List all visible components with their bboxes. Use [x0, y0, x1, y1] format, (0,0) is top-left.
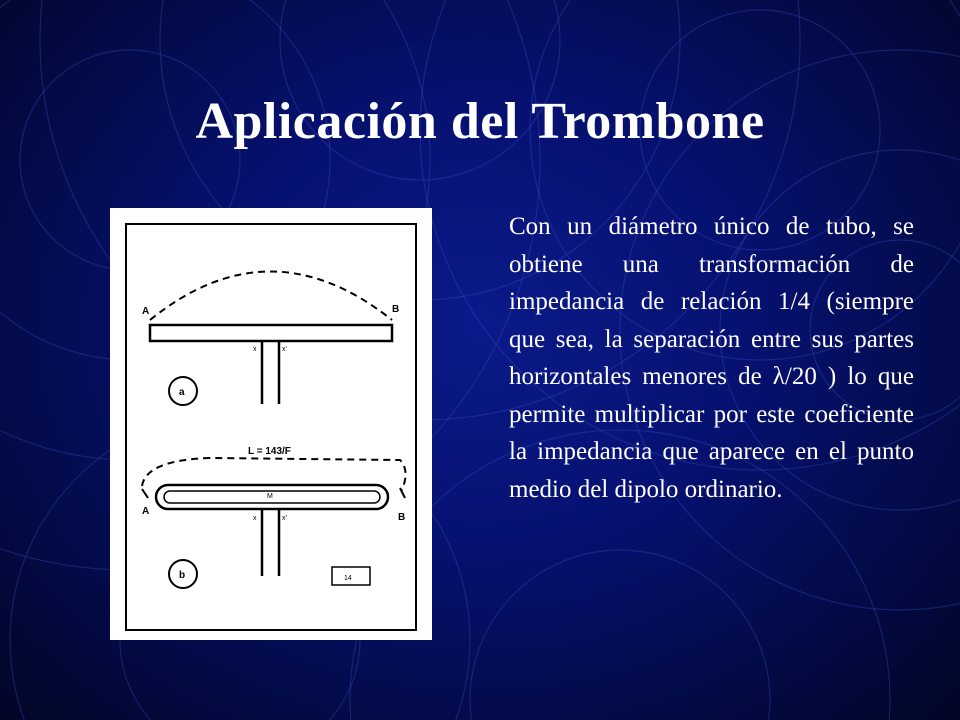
label-mid: M: [267, 493, 273, 500]
label-a-right: B: [392, 304, 400, 315]
b-right-marker: [400, 488, 405, 498]
dipole-a: [150, 325, 392, 341]
label-x2-left: x: [253, 515, 257, 522]
slide-title: Aplicación del Trombone: [195, 93, 765, 150]
label-b-left: A: [142, 506, 150, 517]
label-circle-a: a: [179, 387, 185, 398]
slide-body-text: Con un diámetro único de tubo, se obtiene una transformación de impedancia de relación 1/4 (siempre que sea, la separación entre sus partes horizontales menores de λ/20 ) lo que permite multiplicar por este coeficiente la impedancia que aparece en el punto medio del dipolo ordinario.: [509, 213, 914, 503]
label-x-left: x: [253, 346, 257, 353]
b-left-marker: [142, 489, 148, 498]
current-arc-a: [150, 272, 392, 321]
trombone-dipole-diagram: [110, 208, 432, 640]
label-x2-right: x': [282, 515, 287, 522]
label-length: L = 143/F: [248, 446, 291, 457]
label-circle-b: b: [179, 570, 186, 581]
label-a-left: A: [142, 306, 150, 317]
figure-number: 14: [344, 575, 352, 582]
label-b-right: B: [398, 512, 406, 523]
label-x-right: x': [282, 346, 287, 353]
